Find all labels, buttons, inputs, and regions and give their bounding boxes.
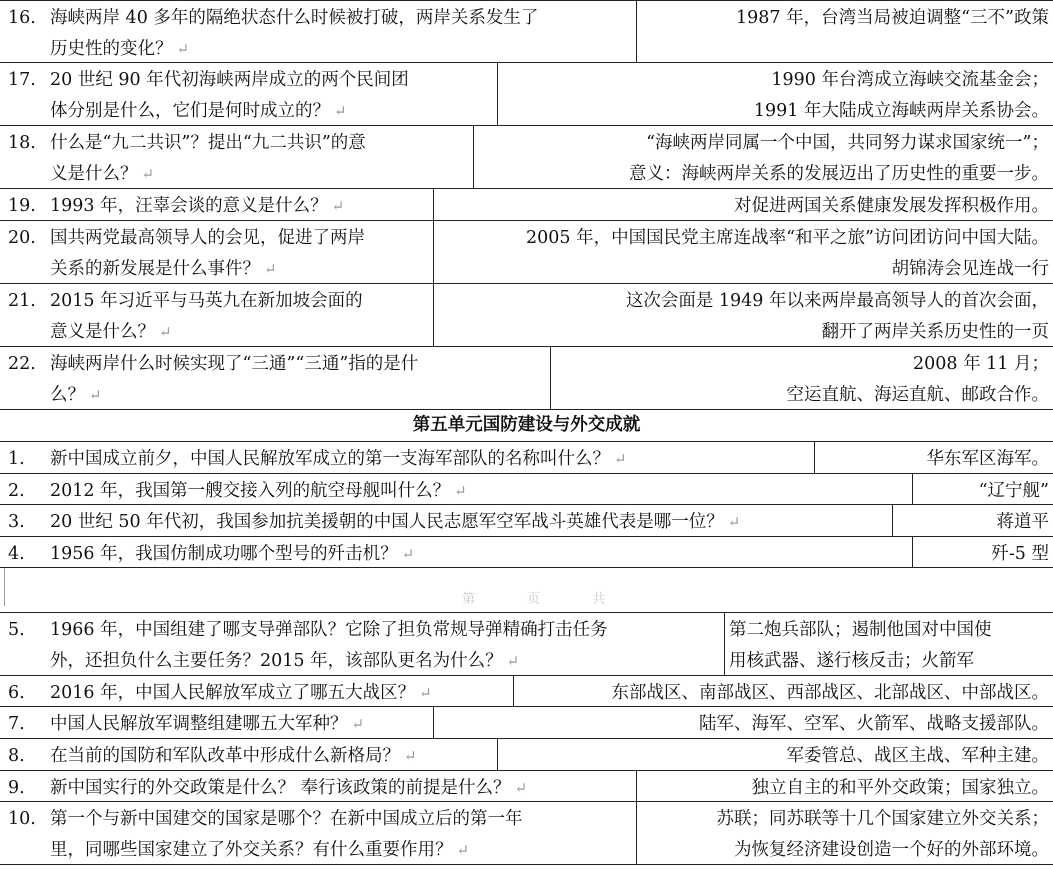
question-cell [0,771,636,801]
page-margin-marker [4,568,9,606]
answer-text: “辽宁舰” [978,481,1049,501]
table-row [0,771,1053,802]
answer-cell [636,1,1053,62]
section-heading-row [0,410,1053,442]
question-number: 2. [8,481,25,501]
paragraph-return-mark: ↵ [614,450,627,468]
question-cell [0,1,636,62]
question-text: 海峡两岸什么时候实现了“三通”“三通”指的是什 [50,354,419,374]
paragraph-return-mark: ↵ [506,652,520,670]
question-text: 第一个与新中国建交的国家是哪个？在新中国成立后的第一年 [50,809,523,829]
question-number: 16. [8,8,36,28]
answer-cell [497,63,1053,125]
qa-table-unit-five-part2 [0,613,1053,865]
question-text: 什么是“九二共识”？提出“九二共识”的意 [50,133,366,153]
question-text-continued: 外，还担负什么主要任务？2015 年，该部队更名为什么？ [50,651,503,671]
answer-text-continued: 用核武器、遂行核反击；火箭军 [729,651,974,671]
question-text: 2015 年习近平与马英九在新加坡会面的 [50,291,363,311]
paragraph-return-mark: ↵ [404,747,417,765]
paragraph-return-mark: ↵ [141,165,155,183]
answer-text-continued: 意义：海峡两岸关系的发展迈出了历史性的重要一步。 [629,164,1049,184]
question-text: 1993 年，汪辜会谈的意义是什么？ [50,196,328,216]
question-cell [0,505,892,536]
question-text: 2012 年，我国第一艘交接入列的航空母舰叫什么？ [50,481,451,501]
table-row [0,0,1053,63]
table-row [0,613,1053,676]
answer-text: 1990 年台湾成立海峡交流基金会； [771,70,1049,90]
answer-text-continued: 翻开了两岸关系历史性的一页 [821,322,1049,342]
question-number: 21. [8,291,36,311]
question-number: 22. [8,354,36,374]
question-text: 2016 年，中国人民解放军成立了哪五大战区？ [50,683,416,703]
answer-cell [912,474,1053,504]
answer-text: 军委管总、战区主战、军种主建。 [786,746,1049,766]
question-text: 新中国成立前夕，中国人民解放军成立的第一支海军部队的名称叫什么？ [50,449,610,469]
question-number: 10. [8,809,36,829]
paragraph-return-mark: ↵ [456,841,470,859]
answer-text: 1987 年，台湾当局被迫调整“三不”政策 [736,8,1049,28]
question-cell [0,284,433,346]
paragraph-return-mark: ↵ [334,102,347,120]
question-number: 1. [8,449,25,469]
question-text: 20 世纪 50 年代初，我国参加抗美援朝的中国人民志愿军空军战斗英雄代表是哪一位？ [50,512,724,532]
paragraph-return-mark: ↵ [176,40,190,58]
question-text: 20 世纪 90 年代初海峡两岸成立的两个民间团 [50,70,409,90]
answer-text-continued: 为恢复经济建设创造一个好的外部环境。 [734,840,1049,860]
question-number: 4. [8,544,25,564]
table-row [0,63,1053,126]
answer-cell [550,347,1053,409]
question-number: 18. [8,133,36,153]
answer-text: 第二炮兵部队；遏制他国对中国使 [729,620,992,640]
question-text: 国共两党最高领导人的会见，促进了两岸 [50,228,365,248]
table-row [0,126,1053,189]
answer-text: “海峡两岸同属一个中国，共同努力谋求国家统一”； [646,133,1049,153]
question-text-continued: 体分别是什么，它们是何时成立的？ [50,101,330,121]
answer-cell [636,771,1053,801]
question-number: 7. [8,714,25,734]
section-heading: 第五单元国防建设与外交成就 [412,415,641,435]
table-row [0,707,1053,739]
paragraph-return-mark: ↵ [264,260,277,278]
qa-table-unit-four [0,0,1053,410]
question-cell [0,126,473,188]
answer-cell [497,739,1053,770]
answer-text: 华东军区海军。 [926,449,1049,469]
question-number: 3. [8,512,25,532]
question-cell [0,442,814,473]
answer-text: 歼-5 型 [991,544,1049,564]
question-text: 1966 年，中国组建了哪支导弹部队？它除了担负常规导弹精确打击任务 [50,620,608,640]
question-number: 20. [8,228,36,248]
question-text: 在当前的国防和军队改革中形成什么新格局？ [50,746,400,766]
paragraph-return-mark: ↵ [89,386,102,404]
paragraph-return-mark: ↵ [514,779,528,797]
page-footer-text: 第 页 共 [462,592,630,607]
answer-text: 2005 年，中国国民党主席连战率“和平之旅”访问团访问中国大陆。 [526,228,1049,248]
question-cell [0,676,513,706]
answer-cell [473,126,1053,188]
answer-text-continued: 1991 年大陆成立海峡两岸关系协会。 [753,101,1049,121]
question-number: 9. [8,778,25,798]
paragraph-return-mark: ↵ [159,323,172,341]
answer-cell [814,442,1053,473]
question-number: 19. [8,196,36,216]
answer-cell [433,707,1053,738]
table-row [0,537,1053,568]
paragraph-return-mark: ↵ [419,684,432,702]
answer-text: 2008 年 11 月； [913,354,1049,374]
table-row [0,284,1053,347]
question-text-continued: 历史性的变化？ [50,39,173,59]
table-row [0,474,1053,505]
page-break-gap [0,568,1053,613]
answer-text-continued: 胡锦涛会见连战一行 [891,259,1049,279]
answer-cell [433,189,1053,220]
question-text: 海峡两岸 40 多年的隔绝状态什么时候被打破，两岸关系发生了 [50,8,539,28]
table-row [0,739,1053,771]
question-cell [0,63,497,125]
table-row [0,505,1053,537]
table-row [0,802,1053,865]
question-text: 1956 年，我国仿制成功哪个型号的歼击机？ [50,544,398,564]
answer-cell [433,284,1053,346]
table-row [0,676,1053,707]
question-text-continued: 关系的新发展是什么事件？ [50,259,260,279]
question-cell [0,474,912,504]
answer-cell [636,802,1053,864]
table-row [0,442,1053,474]
question-cell [0,347,550,409]
answer-text: 苏联；同苏联等十几个国家建立外交关系； [716,809,1049,829]
question-text: 新中国实行的外交政策是什么？ 奉行该政策的前提是什么？ [50,778,511,798]
answer-cell [724,613,1053,675]
question-cell [0,537,912,567]
question-text-continued: 义是什么？ [50,164,138,184]
answer-text: 陆军、海军、空军、火箭军、战略支援部队。 [699,714,1049,734]
question-text-continued: 么？ [50,385,85,405]
answer-cell [912,537,1053,567]
question-cell [0,613,724,675]
question-number: 5. [8,620,25,640]
question-text-continued: 里，同哪些国家建立了外交关系？有什么重要作用？ [50,840,453,860]
paragraph-return-mark: ↵ [727,513,741,531]
answer-text: 蒋道平 [996,512,1049,532]
question-cell [0,221,433,283]
answer-cell [892,505,1053,536]
question-number: 8. [8,746,25,766]
paragraph-return-mark: ↵ [401,545,415,563]
question-number: 17. [8,70,36,90]
answer-text: 独立自主的和平外交政策；国家独立。 [751,778,1049,798]
table-row [0,347,1053,410]
paragraph-return-mark: ↵ [331,197,345,215]
table-row [0,189,1053,221]
answer-text-continued: 空运直航、海运直航、邮政合作。 [786,385,1049,405]
question-cell [0,707,433,738]
answer-cell [513,676,1053,706]
question-text-continued: 意义是什么？ [50,322,155,342]
table-row [0,221,1053,284]
answer-text: 东部战区、南部战区、西部战区、北部战区、中部战区。 [611,683,1049,703]
question-cell [0,739,497,770]
question-text: 中国人民解放军调整组建哪五大军种？ [50,714,348,734]
answer-cell [433,221,1053,283]
paragraph-return-mark: ↵ [351,715,365,733]
answer-text: 对促进两国关系健康发展发挥积极作用。 [734,196,1049,216]
qa-table-unit-five-part1 [0,442,1053,568]
question-cell [0,189,433,220]
question-cell [0,802,636,864]
answer-text: 这次会面是 1949 年以来两岸最高领导人的首次会面， [625,291,1049,311]
question-number: 6. [8,683,25,703]
paragraph-return-mark: ↵ [454,482,467,500]
